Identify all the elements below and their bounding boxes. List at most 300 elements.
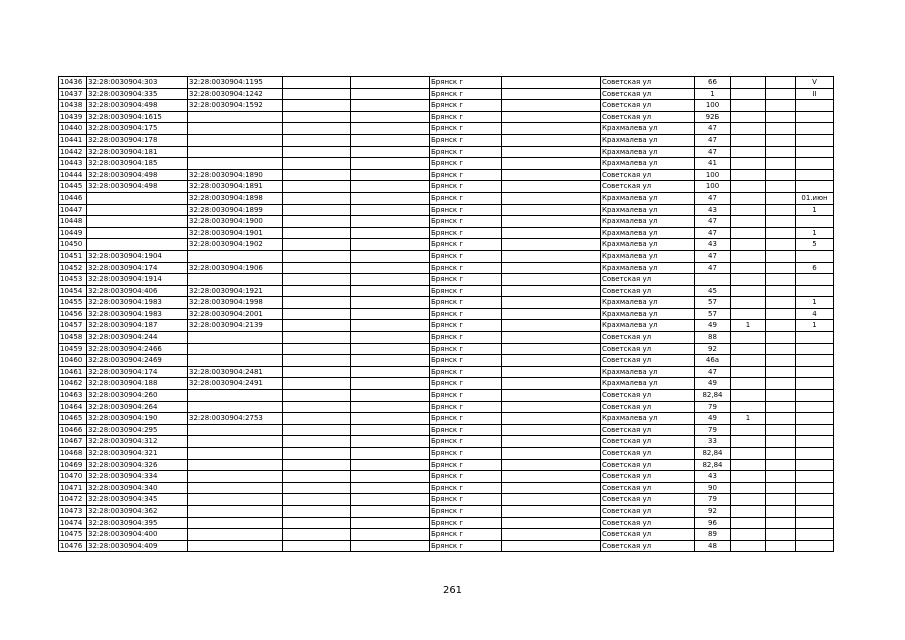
cell-flag-col — [731, 146, 766, 158]
cell-flag-col — [731, 239, 766, 251]
cell-blank-col-c — [502, 413, 601, 425]
cell-street: Крахмалева ул — [601, 413, 695, 425]
cell-cadastral-number: 32:28:0030904:1615 — [87, 111, 188, 123]
table-row — [59, 181, 834, 193]
cell-blank-col-a — [283, 227, 351, 239]
cell-house-number: 1 — [695, 88, 731, 100]
cell-linked-cadastral-number: 32:28:0030904:1898 — [188, 192, 283, 204]
cell-blank-col-b — [351, 239, 430, 251]
cell-city: Брянск г — [430, 540, 502, 552]
cell-blank-col-b — [351, 204, 430, 216]
cell-blank-col-c — [502, 158, 601, 170]
cell-blank-col-a — [283, 192, 351, 204]
cell-row-number: 10448 — [59, 216, 87, 228]
table-row — [59, 424, 834, 436]
cell-street: Крахмалева ул — [601, 216, 695, 228]
table-row — [59, 308, 834, 320]
cell-blank-col-a — [283, 181, 351, 193]
table-row — [59, 216, 834, 228]
cell-blank-col-a — [283, 77, 351, 89]
cell-extra-col — [796, 448, 834, 460]
cell-extra-col — [796, 378, 834, 390]
cell-blank-col-d — [766, 459, 796, 471]
cell-blank-col-d — [766, 378, 796, 390]
cell-linked-cadastral-number — [188, 540, 283, 552]
cell-row-number: 10457 — [59, 320, 87, 332]
cell-street: Советская ул — [601, 274, 695, 286]
cell-city: Брянск г — [430, 343, 502, 355]
cell-blank-col-d — [766, 517, 796, 529]
cell-city: Брянск г — [430, 332, 502, 344]
cell-city: Брянск г — [430, 216, 502, 228]
cell-extra-col — [796, 413, 834, 425]
cell-city: Брянск г — [430, 134, 502, 146]
table-row — [59, 262, 834, 274]
cell-blank-col-a — [283, 274, 351, 286]
cell-blank-col-a — [283, 239, 351, 251]
cell-extra-col — [796, 123, 834, 135]
table-row — [59, 134, 834, 146]
cell-blank-col-c — [502, 169, 601, 181]
cell-city: Брянск г — [430, 401, 502, 413]
cell-extra-col — [796, 274, 834, 286]
cell-street: Советская ул — [601, 471, 695, 483]
cell-blank-col-b — [351, 494, 430, 506]
cell-linked-cadastral-number — [188, 390, 283, 402]
cell-row-number: 10451 — [59, 250, 87, 262]
cell-blank-col-a — [283, 540, 351, 552]
cell-street: Советская ул — [601, 181, 695, 193]
cell-city: Брянск г — [430, 494, 502, 506]
cell-linked-cadastral-number — [188, 158, 283, 170]
cell-row-number: 10436 — [59, 77, 87, 89]
cell-extra-col — [796, 471, 834, 483]
table-row — [59, 390, 834, 402]
cell-blank-col-b — [351, 169, 430, 181]
cell-extra-col — [796, 285, 834, 297]
cell-row-number: 10455 — [59, 297, 87, 309]
cell-linked-cadastral-number: 32:28:0030904:1998 — [188, 297, 283, 309]
cell-cadastral-number: 32:28:0030904:303 — [87, 77, 188, 89]
cell-blank-col-d — [766, 529, 796, 541]
cell-extra-col: 5 — [796, 239, 834, 251]
cell-row-number: 10444 — [59, 169, 87, 181]
cell-extra-col — [796, 505, 834, 517]
cell-blank-col-d — [766, 262, 796, 274]
cell-street: Советская ул — [601, 88, 695, 100]
cell-city: Брянск г — [430, 146, 502, 158]
cell-linked-cadastral-number — [188, 343, 283, 355]
cell-street: Крахмалева ул — [601, 366, 695, 378]
cell-cadastral-number — [87, 216, 188, 228]
cell-blank-col-a — [283, 216, 351, 228]
cell-blank-col-c — [502, 378, 601, 390]
cell-linked-cadastral-number — [188, 471, 283, 483]
cell-flag-col — [731, 459, 766, 471]
table-row — [59, 355, 834, 367]
cell-row-number: 10464 — [59, 401, 87, 413]
cell-street: Советская ул — [601, 424, 695, 436]
cell-street: Советская ул — [601, 494, 695, 506]
cell-city: Брянск г — [430, 390, 502, 402]
cell-flag-col — [731, 424, 766, 436]
cell-linked-cadastral-number: 32:28:0030904:1592 — [188, 100, 283, 112]
cell-house-number: 82,84 — [695, 448, 731, 460]
cell-house-number: 100 — [695, 181, 731, 193]
cell-city: Брянск г — [430, 366, 502, 378]
cell-cadastral-number: 32:28:0030904:335 — [87, 88, 188, 100]
cell-house-number: 79 — [695, 401, 731, 413]
cell-flag-col — [731, 192, 766, 204]
cell-blank-col-b — [351, 134, 430, 146]
cell-linked-cadastral-number: 32:28:0030904:2001 — [188, 308, 283, 320]
cell-blank-col-c — [502, 343, 601, 355]
cell-city: Брянск г — [430, 123, 502, 135]
cell-flag-col — [731, 204, 766, 216]
cell-cadastral-number: 32:28:0030904:174 — [87, 262, 188, 274]
cell-row-number: 10463 — [59, 390, 87, 402]
cell-blank-col-a — [283, 413, 351, 425]
cell-row-number: 10473 — [59, 505, 87, 517]
cell-linked-cadastral-number: 32:28:0030904:2139 — [188, 320, 283, 332]
cell-extra-col: 01.июн — [796, 192, 834, 204]
cell-city: Брянск г — [430, 471, 502, 483]
cell-blank-col-c — [502, 216, 601, 228]
cell-blank-col-b — [351, 355, 430, 367]
cell-house-number: 82,84 — [695, 390, 731, 402]
cell-row-number: 10456 — [59, 308, 87, 320]
cell-linked-cadastral-number — [188, 436, 283, 448]
cell-city: Брянск г — [430, 158, 502, 170]
cell-street: Крахмалева ул — [601, 146, 695, 158]
cell-blank-col-d — [766, 88, 796, 100]
table-row — [59, 471, 834, 483]
cell-extra-col — [796, 366, 834, 378]
cell-blank-col-d — [766, 158, 796, 170]
cell-cadastral-number: 32:28:0030904:264 — [87, 401, 188, 413]
cell-blank-col-c — [502, 100, 601, 112]
cell-row-number: 10454 — [59, 285, 87, 297]
table-row — [59, 343, 834, 355]
cell-flag-col — [731, 378, 766, 390]
table-row — [59, 88, 834, 100]
cell-flag-col — [731, 158, 766, 170]
cell-blank-col-c — [502, 227, 601, 239]
cell-blank-col-b — [351, 308, 430, 320]
cell-extra-col — [796, 540, 834, 552]
cell-blank-col-b — [351, 77, 430, 89]
cell-extra-col — [796, 482, 834, 494]
cell-blank-col-a — [283, 134, 351, 146]
table-row — [59, 100, 834, 112]
cell-cadastral-number: 32:28:0030904:334 — [87, 471, 188, 483]
cell-extra-col — [796, 459, 834, 471]
cell-linked-cadastral-number — [188, 459, 283, 471]
cell-cadastral-number: 32:28:0030904:1983 — [87, 297, 188, 309]
cell-street: Советская ул — [601, 482, 695, 494]
cell-cadastral-number: 32:28:0030904:340 — [87, 482, 188, 494]
cell-street: Крахмалева ул — [601, 227, 695, 239]
cell-extra-col — [796, 436, 834, 448]
cell-blank-col-c — [502, 505, 601, 517]
cell-blank-col-a — [283, 448, 351, 460]
cell-blank-col-c — [502, 204, 601, 216]
table-row — [59, 297, 834, 309]
cell-row-number: 10475 — [59, 529, 87, 541]
cell-row-number: 10467 — [59, 436, 87, 448]
cell-blank-col-c — [502, 146, 601, 158]
cell-blank-col-b — [351, 297, 430, 309]
cell-row-number: 10465 — [59, 413, 87, 425]
cell-house-number — [695, 274, 731, 286]
cell-blank-col-b — [351, 192, 430, 204]
cell-house-number: 92Б — [695, 111, 731, 123]
cell-cadastral-number: 32:28:0030904:188 — [87, 378, 188, 390]
cell-blank-col-a — [283, 390, 351, 402]
cell-blank-col-b — [351, 378, 430, 390]
cell-flag-col — [731, 297, 766, 309]
table-row — [59, 401, 834, 413]
cell-blank-col-c — [502, 285, 601, 297]
cell-house-number: 92 — [695, 505, 731, 517]
table-row — [59, 192, 834, 204]
cell-extra-col: 6 — [796, 262, 834, 274]
cell-linked-cadastral-number: 32:28:0030904:1900 — [188, 216, 283, 228]
page-number: 261 — [442, 585, 463, 596]
cell-house-number: 57 — [695, 297, 731, 309]
cell-blank-col-a — [283, 146, 351, 158]
cell-blank-col-c — [502, 77, 601, 89]
cell-row-number: 10466 — [59, 424, 87, 436]
cell-blank-col-b — [351, 274, 430, 286]
cell-blank-col-d — [766, 111, 796, 123]
cell-blank-col-b — [351, 505, 430, 517]
cell-blank-col-d — [766, 204, 796, 216]
cell-blank-col-a — [283, 424, 351, 436]
cell-cadastral-number — [87, 204, 188, 216]
table-row — [59, 285, 834, 297]
cell-cadastral-number: 32:28:0030904:395 — [87, 517, 188, 529]
cell-house-number: 43 — [695, 471, 731, 483]
cell-blank-col-c — [502, 297, 601, 309]
cell-cadastral-number: 32:28:0030904:1914 — [87, 274, 188, 286]
cell-flag-col — [731, 540, 766, 552]
cell-linked-cadastral-number: 32:28:0030904:1890 — [188, 169, 283, 181]
cell-house-number: 79 — [695, 494, 731, 506]
cell-street: Советская ул — [601, 517, 695, 529]
cell-blank-col-a — [283, 494, 351, 506]
cell-linked-cadastral-number — [188, 111, 283, 123]
cell-city: Брянск г — [430, 274, 502, 286]
cell-row-number: 10452 — [59, 262, 87, 274]
cell-blank-col-a — [283, 366, 351, 378]
cell-blank-col-b — [351, 517, 430, 529]
cell-street: Крахмалева ул — [601, 297, 695, 309]
cell-linked-cadastral-number — [188, 529, 283, 541]
cell-row-number: 10472 — [59, 494, 87, 506]
cell-row-number: 10468 — [59, 448, 87, 460]
cell-row-number: 10474 — [59, 517, 87, 529]
cell-row-number: 10476 — [59, 540, 87, 552]
table-row — [59, 366, 834, 378]
cell-blank-col-d — [766, 274, 796, 286]
cell-blank-col-d — [766, 250, 796, 262]
cell-cadastral-number: 32:28:0030904:260 — [87, 390, 188, 402]
cell-extra-col: 1 — [796, 297, 834, 309]
cell-street: Крахмалева ул — [601, 158, 695, 170]
cell-extra-col — [796, 424, 834, 436]
cell-blank-col-b — [351, 529, 430, 541]
table-row — [59, 158, 834, 170]
cell-blank-col-b — [351, 390, 430, 402]
cell-linked-cadastral-number — [188, 332, 283, 344]
cell-extra-col — [796, 355, 834, 367]
cell-blank-col-c — [502, 134, 601, 146]
cell-city: Брянск г — [430, 308, 502, 320]
cell-blank-col-c — [502, 482, 601, 494]
cell-blank-col-a — [283, 297, 351, 309]
table-row — [59, 123, 834, 135]
cell-blank-col-c — [502, 424, 601, 436]
cell-flag-col — [731, 529, 766, 541]
table-row — [59, 413, 834, 425]
cell-blank-col-c — [502, 517, 601, 529]
cell-city: Брянск г — [430, 285, 502, 297]
cell-blank-col-d — [766, 320, 796, 332]
cell-house-number: 49 — [695, 378, 731, 390]
cell-blank-col-a — [283, 529, 351, 541]
cell-flag-col — [731, 517, 766, 529]
cell-blank-col-b — [351, 216, 430, 228]
cell-house-number: 47 — [695, 134, 731, 146]
cell-street: Советская ул — [601, 169, 695, 181]
cell-linked-cadastral-number: 32:28:0030904:2481 — [188, 366, 283, 378]
cell-linked-cadastral-number: 32:28:0030904:1906 — [188, 262, 283, 274]
cell-blank-col-d — [766, 355, 796, 367]
table-row — [59, 517, 834, 529]
cell-blank-col-d — [766, 308, 796, 320]
table-row — [59, 77, 834, 89]
cell-flag-col — [731, 505, 766, 517]
cell-street: Советская ул — [601, 448, 695, 460]
cell-house-number: 48 — [695, 540, 731, 552]
cell-row-number: 10439 — [59, 111, 87, 123]
cell-flag-col — [731, 250, 766, 262]
cell-blank-col-b — [351, 343, 430, 355]
cell-blank-col-c — [502, 355, 601, 367]
cell-city: Брянск г — [430, 181, 502, 193]
cell-linked-cadastral-number: 32:28:0030904:2753 — [188, 413, 283, 425]
cell-linked-cadastral-number — [188, 505, 283, 517]
cell-extra-col: 1 — [796, 204, 834, 216]
cell-blank-col-b — [351, 158, 430, 170]
cell-blank-col-c — [502, 448, 601, 460]
cell-flag-col — [731, 366, 766, 378]
cell-cadastral-number: 32:28:0030904:400 — [87, 529, 188, 541]
cell-extra-col: II — [796, 88, 834, 100]
cell-row-number: 10471 — [59, 482, 87, 494]
cell-city: Брянск г — [430, 77, 502, 89]
cell-street: Советская ул — [601, 285, 695, 297]
cell-row-number: 10453 — [59, 274, 87, 286]
cell-blank-col-a — [283, 262, 351, 274]
cell-street: Советская ул — [601, 111, 695, 123]
cell-blank-col-b — [351, 146, 430, 158]
cell-row-number: 10469 — [59, 459, 87, 471]
cell-cadastral-number: 32:28:0030904:409 — [87, 540, 188, 552]
table-row — [59, 146, 834, 158]
table-row — [59, 459, 834, 471]
cell-blank-col-c — [502, 308, 601, 320]
cell-flag-col — [731, 100, 766, 112]
cell-street: Крахмалева ул — [601, 123, 695, 135]
cell-blank-col-a — [283, 343, 351, 355]
cell-blank-col-b — [351, 424, 430, 436]
cell-blank-col-c — [502, 274, 601, 286]
cell-linked-cadastral-number: 32:28:0030904:1901 — [188, 227, 283, 239]
cell-blank-col-b — [351, 471, 430, 483]
cell-cadastral-number: 32:28:0030904:181 — [87, 146, 188, 158]
cell-blank-col-b — [351, 181, 430, 193]
cell-cadastral-number: 32:28:0030904:174 — [87, 366, 188, 378]
cell-house-number: 79 — [695, 424, 731, 436]
cell-blank-col-a — [283, 123, 351, 135]
cell-blank-col-c — [502, 192, 601, 204]
cell-house-number: 90 — [695, 482, 731, 494]
cell-blank-col-c — [502, 262, 601, 274]
cell-city: Брянск г — [430, 448, 502, 460]
cell-blank-col-d — [766, 216, 796, 228]
cell-city: Брянск г — [430, 262, 502, 274]
cell-street: Крахмалева ул — [601, 262, 695, 274]
cell-cadastral-number: 32:28:0030904:345 — [87, 494, 188, 506]
cell-house-number: 47 — [695, 262, 731, 274]
cell-street: Советская ул — [601, 343, 695, 355]
cell-flag-col — [731, 401, 766, 413]
cell-house-number: 45 — [695, 285, 731, 297]
cell-blank-col-b — [351, 111, 430, 123]
table-row — [59, 332, 834, 344]
cell-blank-col-c — [502, 332, 601, 344]
cell-house-number: 47 — [695, 250, 731, 262]
cell-cadastral-number: 32:28:0030904:295 — [87, 424, 188, 436]
cell-blank-col-b — [351, 320, 430, 332]
table-row — [59, 378, 834, 390]
cell-city: Брянск г — [430, 436, 502, 448]
cell-house-number: 96 — [695, 517, 731, 529]
cell-flag-col — [731, 169, 766, 181]
cell-row-number: 10458 — [59, 332, 87, 344]
cell-blank-col-c — [502, 239, 601, 251]
cell-blank-col-d — [766, 146, 796, 158]
cell-linked-cadastral-number — [188, 482, 283, 494]
cell-flag-col: 1 — [731, 413, 766, 425]
cell-blank-col-d — [766, 100, 796, 112]
cell-blank-col-a — [283, 378, 351, 390]
cell-extra-col: 1 — [796, 320, 834, 332]
cell-blank-col-a — [283, 355, 351, 367]
cell-blank-col-c — [502, 181, 601, 193]
cell-street: Советская ул — [601, 77, 695, 89]
cell-city: Брянск г — [430, 100, 502, 112]
cell-blank-col-b — [351, 366, 430, 378]
cell-house-number: 57 — [695, 308, 731, 320]
cell-street: Советская ул — [601, 100, 695, 112]
cell-blank-col-c — [502, 123, 601, 135]
cell-blank-col-d — [766, 181, 796, 193]
cell-blank-col-a — [283, 308, 351, 320]
cell-city: Брянск г — [430, 204, 502, 216]
